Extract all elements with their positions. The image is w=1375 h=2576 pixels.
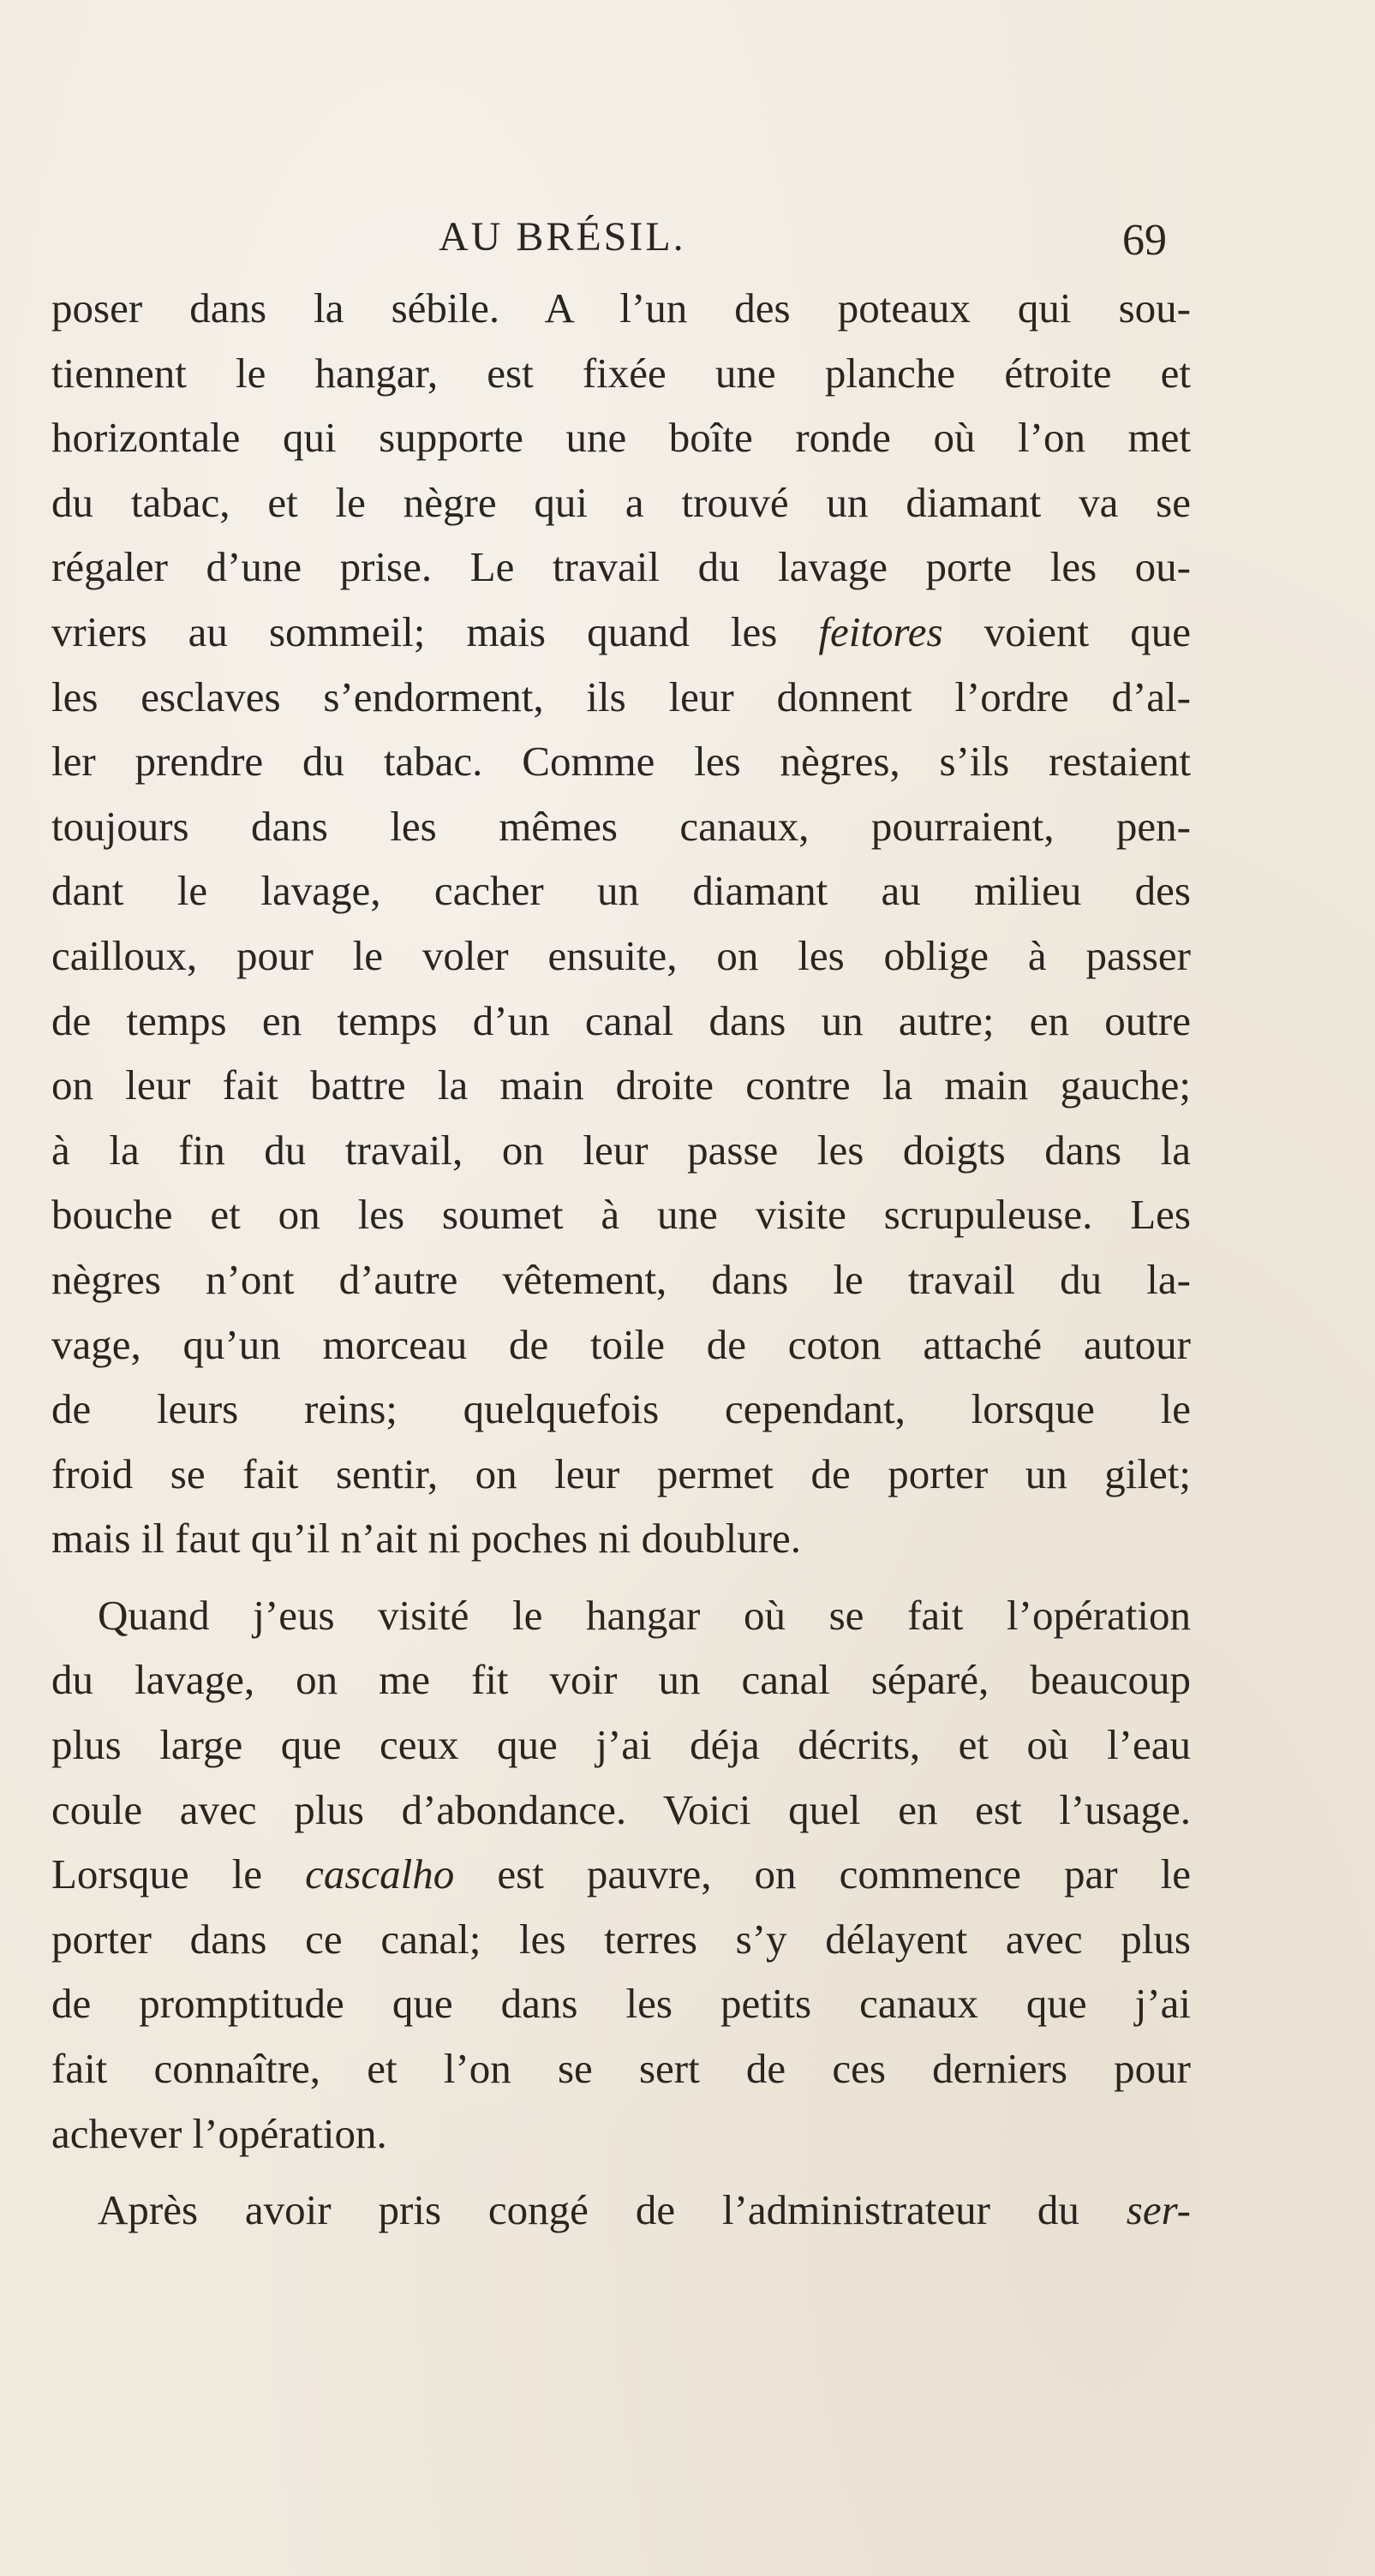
text-line: porter dans ce canal; les terres s’y délayent avec plus bbox=[51, 1915, 1191, 1963]
text-line: de leurs reins; quelquefois cependant, lorsque le bbox=[51, 1385, 1191, 1433]
text-segment: Lorsque le bbox=[51, 1850, 306, 1898]
text-line: fait connaître, et l’on se sert de ces derniers pour bbox=[51, 2045, 1191, 2093]
text-segment: voient que bbox=[942, 607, 1191, 655]
text-line: plus large que ceux que j’ai déja décrits, et où l’eau bbox=[51, 1721, 1191, 1769]
italic-term-feitores: feitores bbox=[818, 607, 943, 655]
text-line: ler prendre du tabac. Comme les nègres, s’ils restaient bbox=[51, 738, 1191, 786]
text-segment: vriers au sommeil; mais quand les bbox=[51, 607, 819, 655]
text-line: tiennent le hangar, est fixée une planche étroite et bbox=[51, 349, 1191, 397]
page-number: 69 bbox=[1122, 216, 1167, 265]
text-line: cailloux, pour le voler ensuite, on les oblige à passer bbox=[51, 931, 1191, 979]
text-line: du tabac, et le nègre qui a trouvé un diamant va se bbox=[51, 478, 1191, 526]
text-line: toujours dans les mêmes canaux, pourraient, pen- bbox=[51, 802, 1191, 850]
text-line: mais il faut qu’il n’ait ni poches ni doublure. bbox=[51, 1515, 802, 1563]
text-line: les esclaves s’endorment, ils leur donnent l’ordre d’al- bbox=[51, 672, 1191, 720]
text-segment: Après avoir pris congé de l’administrateur du bbox=[98, 2186, 1127, 2234]
paragraph-2 bbox=[51, 1583, 1191, 2166]
running-head bbox=[0, 207, 1375, 267]
paragraph-3 bbox=[51, 2178, 1191, 2243]
text-line: bouche et on les soumet à une visite scrupuleuse. Les bbox=[51, 1191, 1191, 1239]
text-line: horizontale qui supporte une boîte ronde où l’on met bbox=[51, 414, 1191, 462]
text-line bbox=[51, 1842, 1191, 1907]
text-line: dant le lavage, cacher un diamant au milieu des bbox=[51, 867, 1191, 915]
running-title: AU BRÉSIL. bbox=[439, 214, 686, 260]
text-line bbox=[51, 600, 1191, 665]
text-line: coule avec plus d’abondance. Voici quel en est l’usage. bbox=[51, 1785, 1191, 1833]
text-line: régaler d’une prise. Le travail du lavage porte les ou- bbox=[51, 543, 1191, 591]
text-line: Quand j’eus visité le hangar où se fait l’opération bbox=[98, 1591, 1191, 1639]
text-line: vage, qu’un morceau de toile de coton attaché autour bbox=[51, 1320, 1191, 1368]
text-line: on leur fait battre la main droite contre la main gauche; bbox=[51, 1061, 1191, 1109]
italic-term-ser: ser- bbox=[1126, 2186, 1191, 2234]
text-line: de temps en temps d’un canal dans un autre; en outre bbox=[51, 996, 1191, 1044]
text-line: à la fin du travail, on leur passe les doigts dans la bbox=[51, 1126, 1191, 1174]
paragraph-spacer bbox=[51, 2166, 1191, 2178]
body-text bbox=[51, 276, 1191, 2243]
paragraph-spacer bbox=[51, 1571, 1191, 1583]
text-line: froid se fait sentir, on leur permet de porter un gilet; bbox=[51, 1449, 1191, 1497]
text-line: de promptitude que dans les petits canaux que j’ai bbox=[51, 1980, 1191, 2028]
text-line: achever l’opération. bbox=[51, 2109, 387, 2157]
paragraph-1 bbox=[51, 276, 1191, 1571]
text-line: du lavage, on me fit voir un canal séparé, beaucoup bbox=[51, 1656, 1191, 1704]
italic-term-cascalho: cascalho bbox=[305, 1850, 455, 1898]
text-line: poser dans la sébile. A l’un des poteaux qui sou- bbox=[51, 284, 1191, 332]
text-line bbox=[51, 2178, 1191, 2243]
text-segment: est pauvre, on commence par le bbox=[454, 1850, 1191, 1898]
text-line: nègres n’ont d’autre vêtement, dans le travail du la- bbox=[51, 1255, 1191, 1303]
